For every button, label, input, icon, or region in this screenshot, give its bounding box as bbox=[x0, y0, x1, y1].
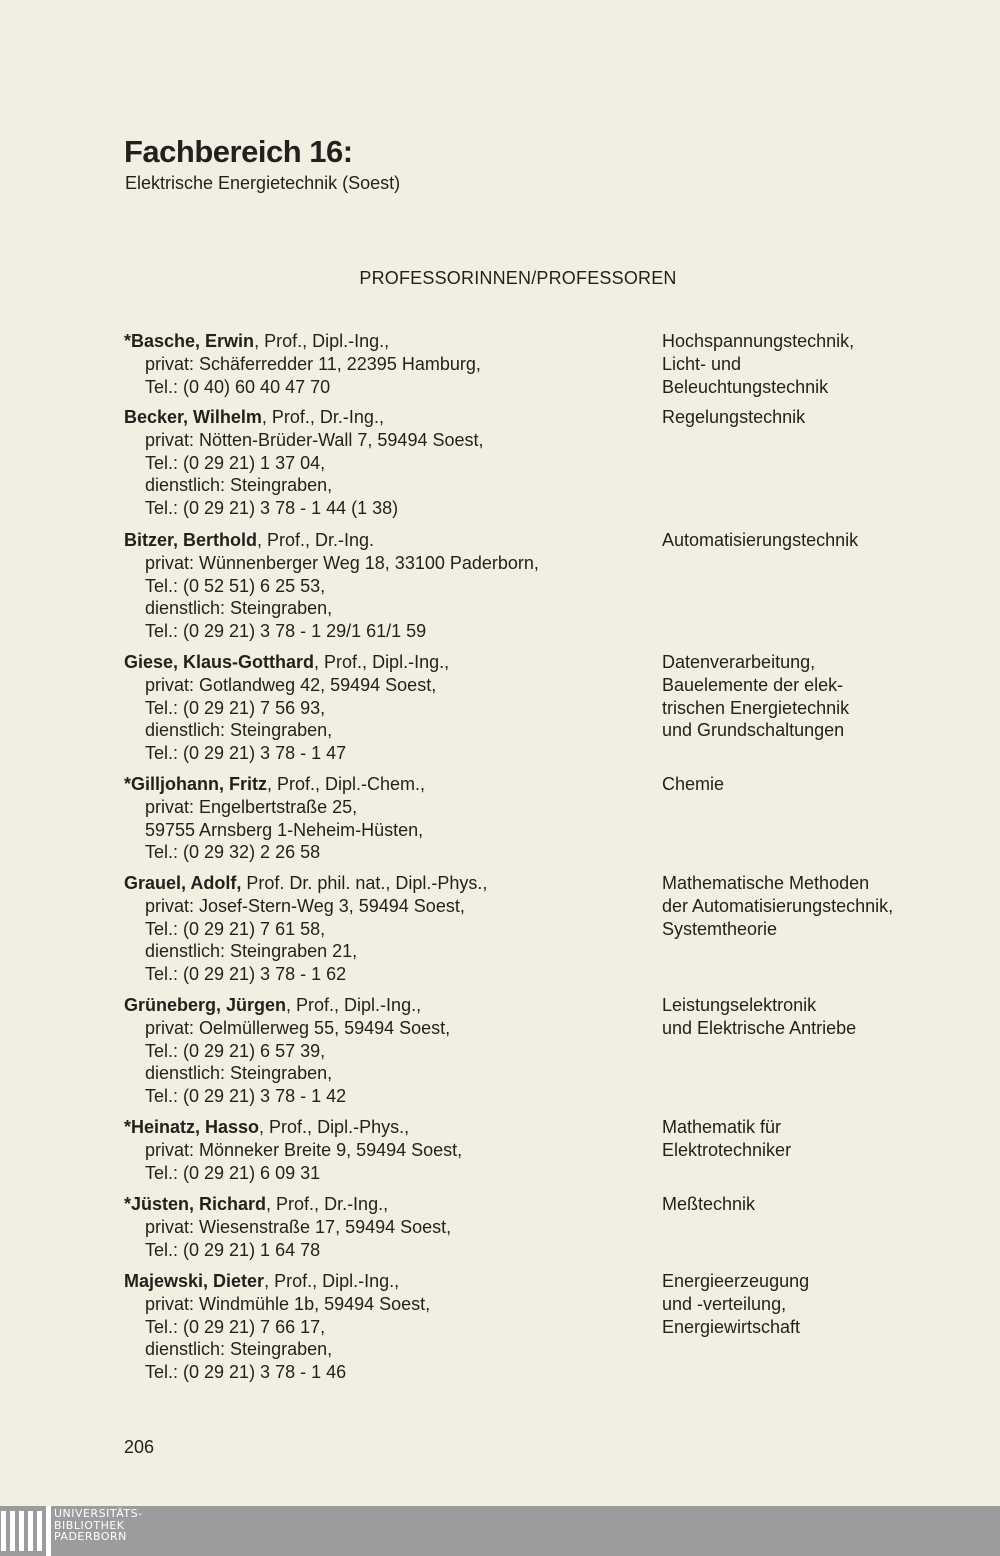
contact-detail: Tel.: (0 29 32) 2 26 58 bbox=[145, 842, 321, 863]
professor-title: , Prof., Dipl.-Chem., bbox=[267, 774, 426, 794]
library-logo-text bbox=[54, 1508, 143, 1543]
professor-name-line bbox=[124, 406, 644, 429]
professor-name: Majewski, Dieter bbox=[124, 1271, 265, 1291]
professor-title: , Prof., Dipl.-Ing., bbox=[254, 331, 390, 351]
contact-detail: Tel.: (0 29 21) 1 37 04, bbox=[145, 452, 326, 473]
professor-name: Giese, Klaus-Gotthard bbox=[124, 652, 315, 672]
professor-contact bbox=[124, 773, 644, 864]
contact-detail: dienstlich: Steingraben, bbox=[145, 720, 333, 741]
contact-detail: dienstlich: Steingraben, bbox=[145, 1339, 333, 1360]
professor-contact bbox=[124, 406, 644, 520]
professor-name: Grauel, Adolf, bbox=[124, 873, 242, 893]
professor-contact bbox=[124, 529, 644, 643]
subject-area: Leistungselektronik und Elektrische Antriebe bbox=[662, 995, 857, 1038]
contact-detail: dienstlich: Steingraben, bbox=[145, 598, 333, 619]
professor-contact bbox=[124, 651, 644, 765]
contact-detail: privat: Windmühle 1b, 59494 Soest, bbox=[145, 1293, 431, 1314]
contact-detail: dienstlich: Steingraben, bbox=[145, 1063, 333, 1084]
page-title: Fachbereich 16: bbox=[124, 134, 353, 169]
library-logo-icon bbox=[0, 1506, 51, 1556]
professor-name: *Heinatz, Hasso bbox=[124, 1117, 260, 1137]
contact-detail: privat: Wünnenberger Weg 18, 33100 Paderborn, bbox=[145, 552, 539, 573]
subject-area: Mathematische Methoden der Automatisierungstechnik, Systemtheorie bbox=[662, 873, 894, 939]
contact-detail: privat: Gotlandweg 42, 59494 Soest, bbox=[145, 674, 437, 695]
professor-title: , Prof., Dr.-Ing. bbox=[257, 530, 375, 550]
subject-area: Hochspannungstechnik, Licht- und Beleuchtungstechnik bbox=[662, 331, 855, 397]
contact-detail: Tel.: (0 29 21) 6 09 31 bbox=[145, 1162, 321, 1183]
subject-area: Energieerzeugung und -verteilung, Energiewirtschaft bbox=[662, 1271, 810, 1337]
contact-detail: Tel.: (0 29 21) 3 78 - 1 29/1 61/1 59 bbox=[145, 621, 427, 642]
professor-name-line bbox=[124, 872, 644, 895]
professor-title: Prof. Dr. phil. nat., Dipl.-Phys., bbox=[241, 873, 488, 893]
professor-contact bbox=[124, 1193, 644, 1261]
contact-detail: 59755 Arnsberg 1-Neheim-Hüsten, bbox=[145, 819, 424, 840]
professor-title: , Prof., Dipl.-Ing., bbox=[314, 652, 450, 672]
section-heading: PROFESSORINNEN/PROFESSOREN bbox=[359, 268, 677, 288]
library-footer bbox=[0, 1506, 1000, 1556]
contact-detail: Tel.: (0 29 21) 3 78 - 1 42 bbox=[145, 1086, 347, 1107]
professor-contact bbox=[124, 1116, 644, 1184]
contact-detail: Tel.: (0 29 21) 7 61 58, bbox=[145, 918, 326, 939]
professor-name-line bbox=[124, 1116, 644, 1139]
professor-title: , Prof., Dipl.-Ing., bbox=[264, 1271, 400, 1291]
contact-detail: Tel.: (0 40) 60 40 47 70 bbox=[145, 376, 331, 397]
professor-title: , Prof., Dr.-Ing., bbox=[261, 407, 384, 427]
contact-detail: privat: Schäferredder 11, 22395 Hamburg, bbox=[145, 353, 481, 374]
contact-detail: Tel.: (0 52 51) 6 25 53, bbox=[145, 575, 326, 596]
logo-line: PADERBORN bbox=[54, 1530, 127, 1543]
subject-area: Chemie bbox=[662, 774, 725, 794]
contact-detail: privat: Wiesenstraße 17, 59494 Soest, bbox=[145, 1216, 452, 1237]
contact-detail: Tel.: (0 29 21) 6 57 39, bbox=[145, 1040, 326, 1061]
professor-name-line bbox=[124, 1270, 644, 1293]
contact-detail: privat: Josef-Stern-Weg 3, 59494 Soest, bbox=[145, 895, 465, 916]
contact-detail: Tel.: (0 29 21) 3 78 - 1 46 bbox=[145, 1362, 347, 1383]
contact-detail: Tel.: (0 29 21) 1 64 78 bbox=[145, 1239, 321, 1260]
contact-detail: Tel.: (0 29 21) 3 78 - 1 47 bbox=[145, 743, 347, 764]
professor-name: *Jüsten, Richard bbox=[124, 1194, 267, 1214]
professor-name-line bbox=[124, 330, 644, 353]
professor-contact bbox=[124, 1270, 644, 1384]
professor-name-line bbox=[124, 1193, 644, 1216]
contact-detail: Tel.: (0 29 21) 7 66 17, bbox=[145, 1316, 326, 1337]
logo-line: UNIVERSITÄTS- bbox=[54, 1507, 143, 1520]
logo-line: BIBLIOTHEK bbox=[54, 1518, 125, 1532]
professor-title: , Prof., Dipl.-Phys., bbox=[259, 1117, 410, 1137]
professor-title: , Prof., Dr.-Ing., bbox=[266, 1194, 389, 1214]
professor-name-line bbox=[124, 651, 644, 674]
contact-detail: privat: Engelbertstraße 25, bbox=[145, 796, 358, 817]
page-number: 206 bbox=[124, 1437, 155, 1457]
subject-area: Mathematik für Elektrotechniker bbox=[662, 1117, 792, 1160]
professor-contact bbox=[124, 994, 644, 1108]
professor-name: *Basche, Erwin bbox=[124, 331, 255, 351]
professor-name: *Gilljohann, Fritz bbox=[124, 774, 267, 794]
professor-name: Bitzer, Berthold bbox=[124, 530, 258, 550]
contact-detail: privat: Mönneker Breite 9, 59494 Soest, bbox=[145, 1139, 463, 1160]
professor-name: Grüneberg, Jürgen bbox=[124, 995, 287, 1015]
contact-detail: Tel.: (0 29 21) 3 78 - 1 62 bbox=[145, 964, 347, 985]
professor-name: Becker, Wilhelm bbox=[124, 407, 262, 427]
professor-name-line bbox=[124, 773, 644, 796]
professor-name-line bbox=[124, 529, 644, 552]
professor-name-line bbox=[124, 994, 644, 1017]
contact-detail: privat: Nötten-Brüder-Wall 7, 59494 Soest, bbox=[145, 429, 484, 450]
subject-area: Automatisierungstechnik bbox=[662, 530, 859, 550]
professor-contact bbox=[124, 330, 644, 398]
professor-title: , Prof., Dipl.-Ing., bbox=[286, 995, 422, 1015]
page-subtitle: Elektrische Energietechnik (Soest) bbox=[125, 173, 401, 193]
contact-detail: dienstlich: Steingraben 21, bbox=[145, 941, 358, 962]
contact-detail: dienstlich: Steingraben, bbox=[145, 475, 333, 496]
subject-area: Regelungstechnik bbox=[662, 407, 806, 427]
professor-contact bbox=[124, 872, 644, 986]
contact-detail: Tel.: (0 29 21) 3 78 - 1 44 (1 38) bbox=[145, 498, 399, 519]
contact-detail: privat: Oelmüllerweg 55, 59494 Soest, bbox=[145, 1017, 451, 1038]
subject-area: Meßtechnik bbox=[662, 1194, 756, 1214]
subject-area: Datenverarbeitung, Bauelemente der elek- trischen Energietechnik und Grundschaltungen bbox=[662, 652, 850, 741]
contact-detail: Tel.: (0 29 21) 7 56 93, bbox=[145, 697, 326, 718]
